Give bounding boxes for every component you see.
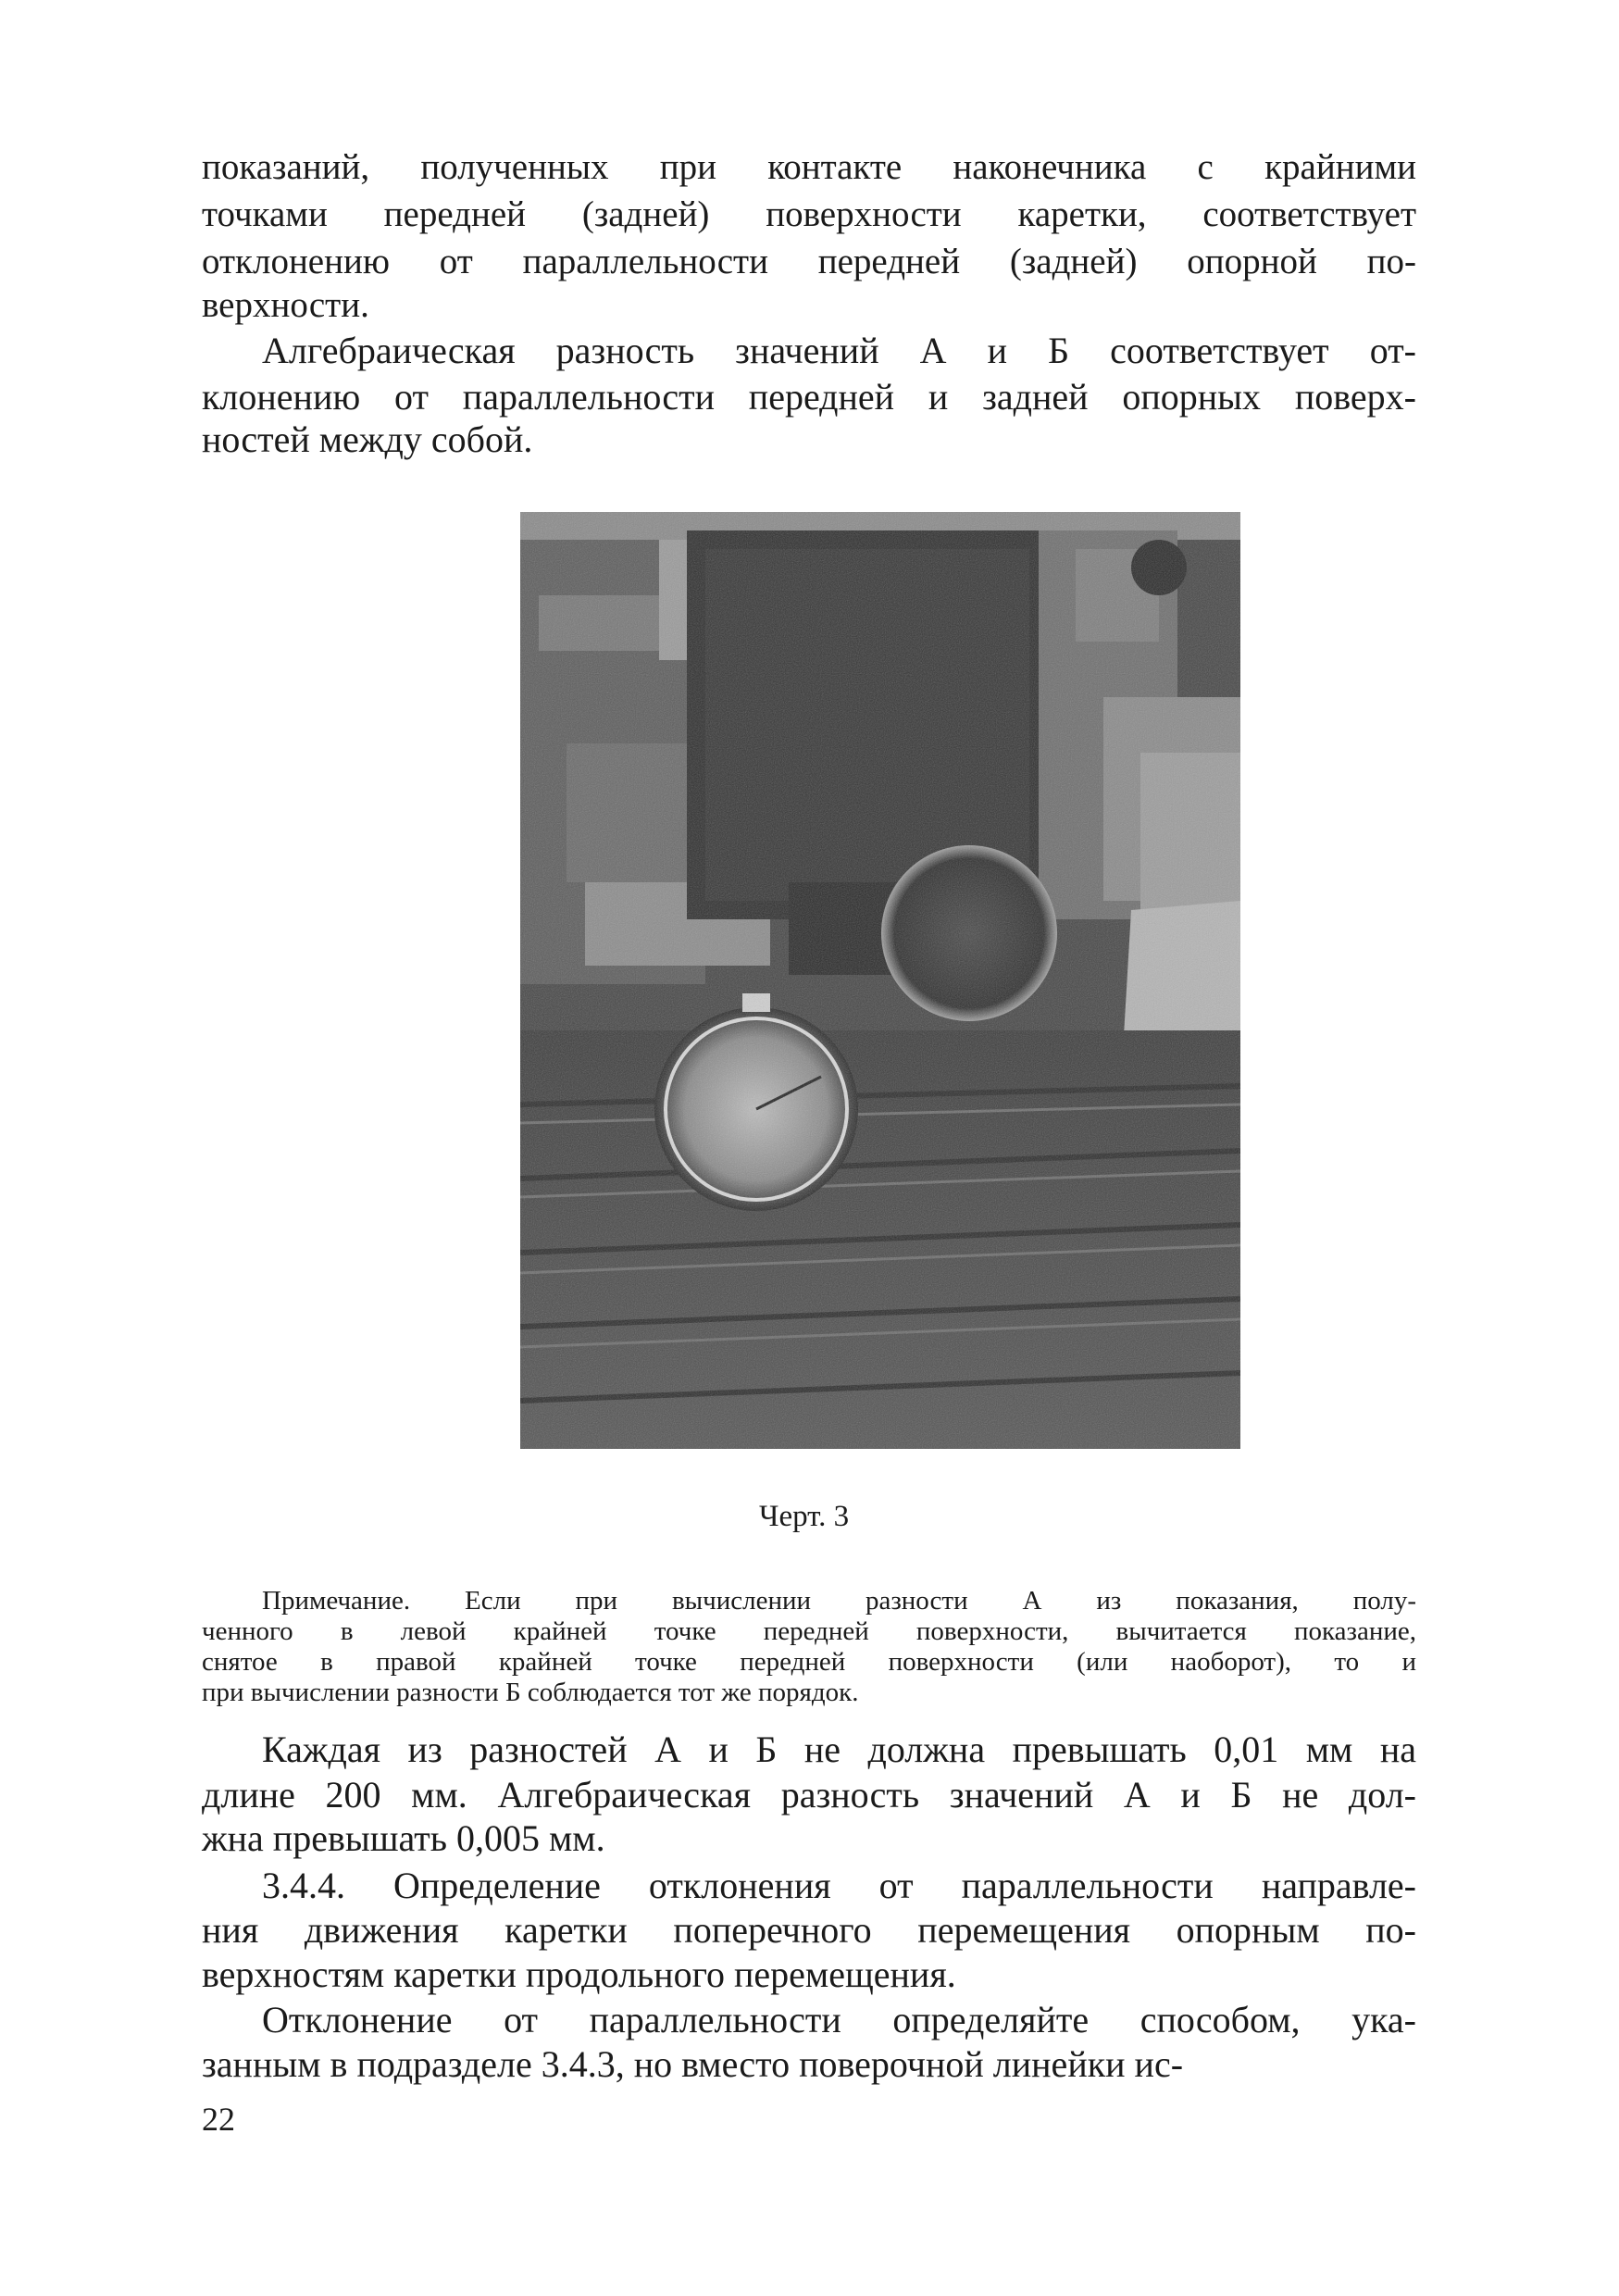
text-line: жна превышать 0,005 мм. <box>202 1817 605 1859</box>
text-line: Алгебраическая разность значений А и Б соответствует от- <box>262 330 1416 371</box>
note-line: снятое в правой крайней точке передней поверхности (или наоборот), то и <box>202 1647 1416 1677</box>
text-line: ния движения каретки поперечного перемещения опорным по- <box>202 1909 1416 1951</box>
text-line: отклонению от параллельности передней (задней) опорной по- <box>202 242 1416 281</box>
note-line: Примечание. Если при вычислении разности А из показания, полу- <box>262 1586 1416 1616</box>
photo-illustration <box>520 512 1240 1449</box>
figure-photo <box>520 512 1240 1449</box>
text-line: ностей между собой. <box>202 418 533 460</box>
text-line: 3.4.4. Определение отклонения от параллельности направле- <box>262 1865 1416 1906</box>
figure-caption: Черт. 3 <box>759 1500 850 1533</box>
text-line: точками передней (задней) поверхности каретки, соответствует <box>202 194 1416 234</box>
text-line: Отклонение от параллельности определяйте способом, ука- <box>262 1999 1416 2040</box>
page-number: 22 <box>202 2101 235 2138</box>
text-line: показаний, полученных при контакте наконечника с крайними <box>202 147 1416 187</box>
text-line: длине 200 мм. Алгебраическая разность значений А и Б не дол- <box>202 1774 1416 1816</box>
note-line: ченного в левой крайней точке передней поверхности, вычитается показание, <box>202 1616 1416 1646</box>
note-line: при вычислении разности Б соблюдается тот же порядок. <box>202 1678 859 1707</box>
text-line: верхности. <box>202 285 369 325</box>
text-line: клонению от параллельности передней и задней опорных поверх- <box>202 376 1416 418</box>
text-line: Каждая из разностей А и Б не должна превышать 0,01 мм на <box>262 1728 1416 1770</box>
text-line: занным в подразделе 3.4.3, но вместо поверочной линейки ис- <box>202 2043 1184 2085</box>
text-line: верхностям каретки продольного перемещения. <box>202 1953 956 1995</box>
